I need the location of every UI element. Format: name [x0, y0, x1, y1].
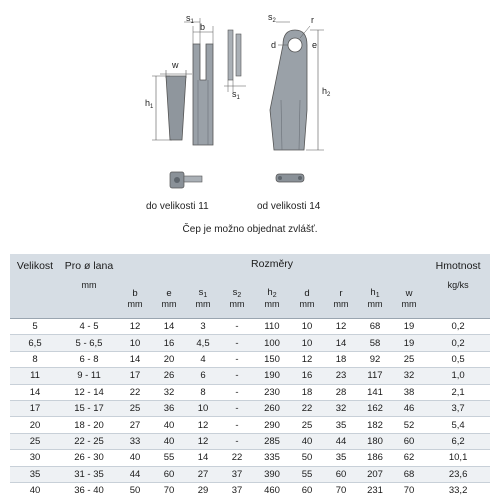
table-row	[10, 351, 490, 367]
table-cell: 12	[186, 433, 220, 449]
table-cell: 18	[290, 384, 324, 400]
table-row	[10, 319, 490, 335]
table-cell: 68	[392, 466, 426, 482]
column-unit: mm	[195, 299, 211, 309]
table-cell: 50	[290, 450, 324, 466]
table-cell: 290	[254, 417, 290, 433]
table-cell: 8	[10, 351, 60, 367]
table-cell: 92	[358, 351, 392, 367]
table-cell: 11	[10, 368, 60, 384]
table-cell: 2,1	[426, 384, 490, 400]
table-cell: 35	[324, 417, 358, 433]
dim-r-label: r	[311, 15, 314, 25]
column-header-6	[324, 278, 358, 319]
dimensions-table	[10, 254, 490, 498]
table-cell: 190	[254, 368, 290, 384]
table-cell: 16	[290, 368, 324, 384]
column-symbol: h	[370, 287, 376, 298]
column-symbol: w	[405, 287, 413, 299]
table-cell: 0,2	[426, 319, 490, 335]
table-cell: 62	[392, 450, 426, 466]
column-subscript: 1	[375, 292, 380, 299]
table-cell: 22 - 25	[60, 433, 118, 449]
pin-small-drawing	[170, 172, 202, 188]
dim-e-label: e	[312, 40, 318, 50]
table-cell: 40	[10, 482, 60, 498]
table-cell: 180	[358, 433, 392, 449]
table-cell: 5	[10, 319, 60, 335]
table-cell: 36	[152, 400, 186, 416]
socket-front-drawing	[184, 18, 213, 145]
table-cell: 22	[118, 384, 152, 400]
table-row	[10, 400, 490, 416]
table-cell: 4,5	[186, 335, 220, 351]
table-cell: 20	[152, 351, 186, 367]
table-cell: -	[220, 351, 254, 367]
header-size: Velikost	[10, 254, 60, 319]
column-symbol: d	[304, 287, 310, 299]
column-symbol: s	[198, 287, 204, 298]
table-cell: 68	[358, 319, 392, 335]
table-cell: -	[220, 433, 254, 449]
table-cell: 207	[358, 466, 392, 482]
table-cell: 260	[254, 400, 290, 416]
dim-h2-label: $h_2$	[322, 86, 331, 98]
column-header-0	[118, 278, 152, 319]
table-row	[10, 368, 490, 384]
column-unit: mm	[367, 299, 383, 309]
table-row	[10, 384, 490, 400]
table-cell: 186	[358, 450, 392, 466]
table-cell: 150	[254, 351, 290, 367]
table-cell: 14	[152, 319, 186, 335]
column-subscript: 1	[203, 292, 208, 299]
column-subscript: 2	[237, 292, 242, 299]
table-cell: -	[220, 384, 254, 400]
table-cell: 38	[392, 384, 426, 400]
table-cell: 100	[254, 335, 290, 351]
table-cell: 40	[118, 450, 152, 466]
table-cell: 162	[358, 400, 392, 416]
column-header-4	[254, 278, 290, 319]
table-cell: 22	[220, 450, 254, 466]
header-weight-unit: kg/ks	[426, 278, 490, 319]
table-cell: 12	[118, 319, 152, 335]
table-cell: 22	[290, 400, 324, 416]
column-header-1	[152, 278, 186, 319]
table-cell: 36 - 40	[60, 482, 118, 498]
table-cell: 58	[358, 335, 392, 351]
column-header-2	[186, 278, 220, 319]
table-cell: 19	[392, 335, 426, 351]
table-cell: 110	[254, 319, 290, 335]
table-cell: 60	[290, 482, 324, 498]
table-cell: 32	[392, 368, 426, 384]
table-cell: 390	[254, 466, 290, 482]
table-cell: 182	[358, 417, 392, 433]
column-symbol: b	[132, 287, 138, 299]
table-cell: 230	[254, 384, 290, 400]
table-cell: 3,7	[426, 400, 490, 416]
table-cell: 335	[254, 450, 290, 466]
table-cell: 17	[10, 400, 60, 416]
table-cell: 46	[392, 400, 426, 416]
table-cell: 0,2	[426, 335, 490, 351]
table-cell: 50	[118, 482, 152, 498]
table-cell: 17	[118, 368, 152, 384]
table-cell: 32	[324, 400, 358, 416]
table-row	[10, 433, 490, 449]
column-header-3	[220, 278, 254, 319]
table-row	[10, 466, 490, 482]
table-cell: 60	[324, 466, 358, 482]
table-cell: 40	[152, 433, 186, 449]
table-cell: 25	[118, 400, 152, 416]
table-cell: 5 - 6,5	[60, 335, 118, 351]
caption-right: od velikosti 14	[257, 201, 321, 212]
table-cell: 12	[186, 417, 220, 433]
dim-s1b-label: $s_1$	[232, 89, 240, 101]
table-cell: 18	[324, 351, 358, 367]
table-cell: 25	[10, 433, 60, 449]
table-cell: 35	[10, 466, 60, 482]
table-cell: 37	[220, 482, 254, 498]
column-unit: mm	[333, 298, 349, 309]
table-cell: 25	[290, 417, 324, 433]
column-symbol: h	[267, 287, 273, 298]
column-header-8	[392, 278, 426, 319]
column-unit: mm	[401, 298, 417, 309]
header-rope: Pro ø lana	[60, 254, 118, 278]
table-row	[10, 417, 490, 433]
table-cell: 117	[358, 368, 392, 384]
column-symbol: e	[166, 287, 172, 299]
table-row	[10, 450, 490, 466]
table-cell: 12	[290, 351, 324, 367]
dim-s1-label: $s_1$	[186, 13, 194, 25]
table-cell: 23,6	[426, 466, 490, 482]
table-cell: -	[220, 417, 254, 433]
table-cell: 20	[10, 417, 60, 433]
table-cell: 55	[290, 466, 324, 482]
table-cell: 0,5	[426, 351, 490, 367]
column-symbol: r	[339, 287, 343, 299]
table-row	[10, 335, 490, 351]
wedge-drawing	[152, 70, 192, 140]
table-cell: 70	[152, 482, 186, 498]
table-cell: 25	[392, 351, 426, 367]
table-cell: 10,1	[426, 450, 490, 466]
table-cell: 60	[392, 433, 426, 449]
table-cell: 285	[254, 433, 290, 449]
table-cell: 44	[118, 466, 152, 482]
table-cell: 18 - 20	[60, 417, 118, 433]
table-cell: 35	[324, 450, 358, 466]
table-cell: 19	[392, 319, 426, 335]
dim-w-label: w	[172, 60, 179, 70]
table-cell: 70	[392, 482, 426, 498]
dim-s2-label: $s_2$	[268, 12, 276, 24]
table-cell: 55	[152, 450, 186, 466]
table-cell: 5,4	[426, 417, 490, 433]
table-cell: 15 - 17	[60, 400, 118, 416]
table-cell: 60	[152, 466, 186, 482]
caption-left: do velikosti 11	[146, 201, 209, 212]
table-cell: 26	[152, 368, 186, 384]
table-cell: 14	[324, 335, 358, 351]
column-header-row	[10, 278, 490, 319]
table-body	[10, 319, 490, 499]
table-cell: 9 - 11	[60, 368, 118, 384]
table-cell: 231	[358, 482, 392, 498]
table-cell: 30	[10, 450, 60, 466]
table-cell: 29	[186, 482, 220, 498]
table-cell: -	[220, 368, 254, 384]
table-cell: 16	[152, 335, 186, 351]
table-cell: 33,2	[426, 482, 490, 498]
column-unit: mm	[299, 298, 315, 309]
table-cell: 70	[324, 482, 358, 498]
table-cell: 40	[290, 433, 324, 449]
dimensions-table-wrap	[10, 254, 490, 498]
table-cell: 37	[220, 466, 254, 482]
table-cell: 14	[186, 450, 220, 466]
table-cell: 10	[290, 319, 324, 335]
table-cell: -	[220, 319, 254, 335]
table-cell: 14	[118, 351, 152, 367]
column-header-5	[290, 278, 324, 319]
header-weight: Hmotnost	[426, 254, 490, 278]
table-cell: -	[220, 335, 254, 351]
table-cell: 8	[186, 384, 220, 400]
table-cell: 3	[186, 319, 220, 335]
table-cell: 32	[152, 384, 186, 400]
dim-d-label: d	[271, 40, 277, 50]
table-cell: 6,2	[426, 433, 490, 449]
table-cell: 10	[118, 335, 152, 351]
table-cell: 23	[324, 368, 358, 384]
dim-b-label: b	[200, 22, 206, 32]
table-row	[10, 482, 490, 498]
column-header-7	[358, 278, 392, 319]
table-cell: 4	[186, 351, 220, 367]
dim-h1-label: $h_1$	[145, 98, 154, 110]
table-cell: 10	[290, 335, 324, 351]
table-cell: 28	[324, 384, 358, 400]
column-subscript: 2	[272, 292, 277, 299]
column-unit: mm	[161, 298, 177, 309]
table-cell: 6	[186, 368, 220, 384]
table-cell: 12 - 14	[60, 384, 118, 400]
table-cell: 14	[10, 384, 60, 400]
table-cell: 40	[152, 417, 186, 433]
table-cell: 52	[392, 417, 426, 433]
table-cell: 27	[118, 417, 152, 433]
table-cell: 31 - 35	[60, 466, 118, 482]
socket-side-drawing	[224, 30, 246, 92]
table-cell: 12	[324, 319, 358, 335]
table-cell: 10	[186, 400, 220, 416]
table-cell: 33	[118, 433, 152, 449]
table-cell: 141	[358, 384, 392, 400]
column-symbol: s	[232, 287, 238, 298]
table-cell: 460	[254, 482, 290, 498]
table-cell: 27	[186, 466, 220, 482]
column-unit: mm	[127, 298, 143, 309]
table-cell: 26 - 30	[60, 450, 118, 466]
table-cell: -	[220, 400, 254, 416]
header-dims: Rozměry	[118, 254, 426, 278]
pin-large-drawing	[276, 174, 304, 182]
column-unit: mm	[264, 299, 280, 309]
table-cell: 4 - 5	[60, 319, 118, 335]
pin-note: Čep je možno objednat zvlášť.	[182, 224, 318, 235]
column-unit: mm	[229, 299, 245, 309]
table-cell: 6 - 8	[60, 351, 118, 367]
header-rope-unit: mm	[60, 278, 118, 319]
table-cell: 1,0	[426, 368, 490, 384]
table-cell: 44	[324, 433, 358, 449]
table-cell: 6,5	[10, 335, 60, 351]
